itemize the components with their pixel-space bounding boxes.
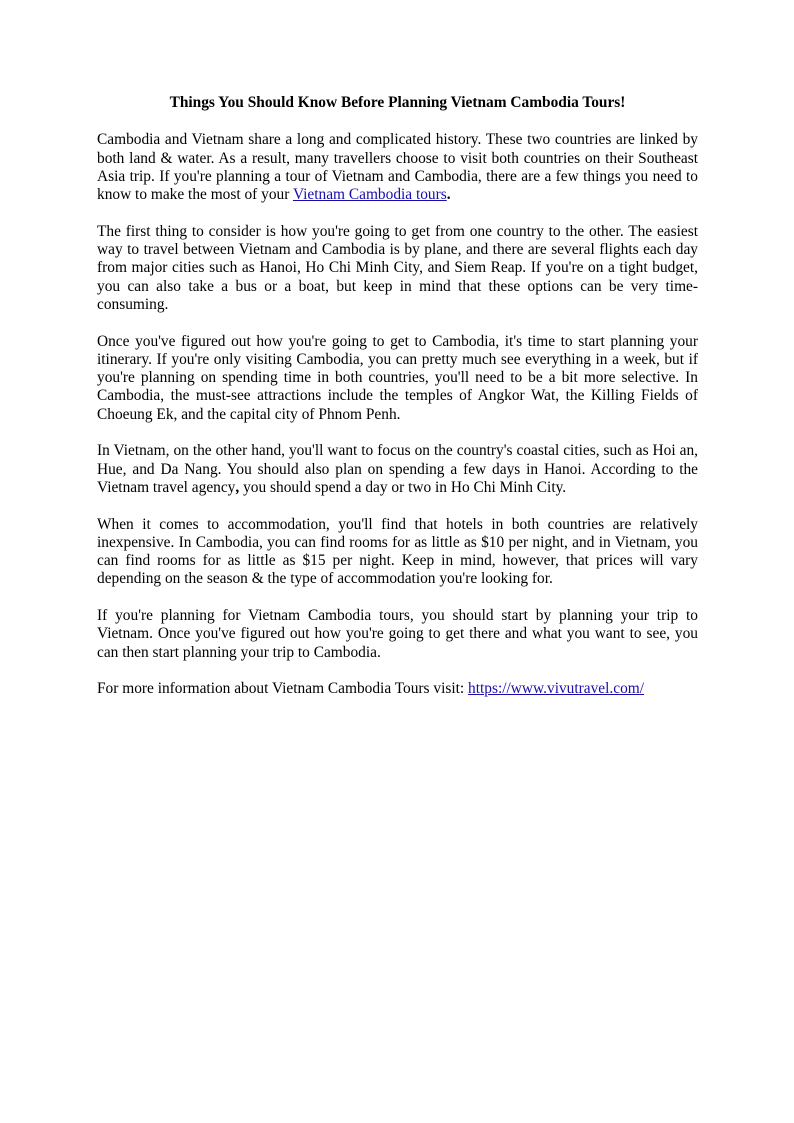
paragraph-vietnam-text: In Vietnam, on the other hand, you'll want to focus on the country's coastal cities, such as Hoi an, Hue, and Da Nang. You should also plan on spending a few days in Hanoi. According to the Vietnam travel agency: [97, 442, 698, 496]
paragraph-itinerary: Once you've figured out how you're going to get to Cambodia, it's time to start planning your itinerary. If you're only visiting Cambodia, you can pretty much see everything in a week, but if you're planning on spending time in both countries, you'll need to be a bit more selective. In Cambodia, the must-see attractions include the temples of Angkor Wat, the Killing Fields of Choeung Ek, and the capital city of Phnom Penh.: [97, 332, 698, 423]
vivutravel-url-link[interactable]: https://www.vivutravel.com/: [468, 680, 645, 698]
paragraph-more-info-text: For more information about Vietnam Cambodia Tours visit:: [97, 680, 469, 698]
paragraph-vietnam-end: you should spend a day or two in Ho Chi Minh City.: [239, 478, 567, 496]
document-title: Things You Should Know Before Planning Vietnam Cambodia Tours!: [169, 94, 626, 111]
paragraph-vietnam: [97, 442, 698, 497]
paragraph-travel: The first thing to consider is how you're going to get from one country to the other. The easiest way to travel between Vietnam and Cambodia is by plane, and there are several flights each day from major cities such as Hanoi, Ho Chi Minh City, and Siem Reap. If you're on a tight budget, you can also take a bus or a boat, but keep in mind that these options can be very time-consuming.: [97, 222, 698, 313]
paragraph-intro-text: Cambodia and Vietnam share a long and complicated history. These two countries are linked by both land & water. As a result, many travellers choose to visit both countries on their Southeast Asia trip. If you're planning a tour of Vietnam and Cambodia, there are a few things you need to know to make the most of your: [97, 131, 698, 204]
paragraph-more-info: [97, 680, 698, 698]
paragraph-intro-end: .: [446, 186, 451, 204]
paragraph-planning: If you're planning for Vietnam Cambodia tours, you should start by planning your trip to Vietnam. Once you've figured out how you're going to get there and what you want to see, you can then start planning your trip to Cambodia.: [97, 607, 698, 661]
paragraph-accommodation: When it comes to accommodation, you'll find that hotels in both countries are relatively inexpensive. In Cambodia, you can find rooms for as little as $10 per night, and in Vietnam, you can find rooms for as little as $15 per night. Keep in mind, however, that prices will vary depending on the season & the type of accommodation you're looking for.: [97, 515, 698, 588]
vietnam-cambodia-tours-link[interactable]: Vietnam Cambodia tours: [292, 186, 447, 204]
document-page: [97, 94, 698, 717]
paragraph-vietnam-comma: ,: [235, 478, 240, 496]
paragraph-intro: [97, 131, 698, 204]
